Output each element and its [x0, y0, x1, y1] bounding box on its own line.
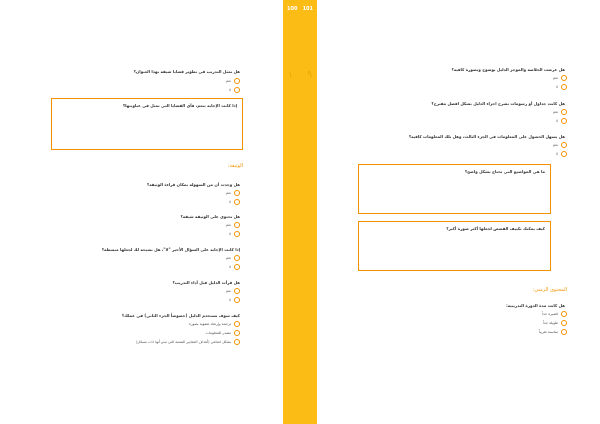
right-q2-no-option[interactable]	[537, 118, 567, 126]
radio-circle[interactable]	[234, 199, 240, 205]
radio-circle[interactable]	[561, 142, 567, 148]
left-q6-option-3[interactable]	[80, 339, 240, 347]
option-label: لا	[228, 265, 231, 269]
radio-circle[interactable]	[234, 297, 240, 303]
left-q2-yes-option[interactable]	[210, 190, 240, 198]
spine-numeral-b: ٩	[307, 70, 312, 80]
option-label: ترجمة وإرشاد شفوية بصورة	[188, 322, 231, 326]
option-label: مصدر للمعلومات	[205, 331, 231, 335]
right-q3-text: هل يسهل الحصول على المعلومات في الجزء الثالث، وهل تلك المعلومات كافية؟	[408, 134, 565, 139]
option-label: نعم	[552, 110, 558, 114]
radio-circle[interactable]	[561, 311, 567, 317]
left-q2-text: هل وجدت أن من السهولة بمكان قراءة الوثيقة؟	[146, 182, 240, 187]
option-label: لا	[555, 85, 558, 89]
right-page-number: 101	[302, 6, 313, 12]
option-label: مناسبة تقريباً	[538, 330, 558, 334]
radio-circle[interactable]	[234, 78, 240, 84]
left-q5-yes-option[interactable]	[210, 288, 240, 296]
option-label: طويلة جداً	[542, 321, 558, 325]
left-section-title: الوثيقة:	[227, 163, 243, 169]
left-q4-text: إذا كانت الإجابة على السؤال الأخير "لا"، هل نصيحة لك لجعلها مبسطة؟	[101, 247, 240, 252]
right-section-title: المحتوى الزمني:	[532, 287, 567, 293]
option-label: بشكل اتجاهي (أهداف المعايير الصعبة التي تبدو أنها ذات مسائل)	[135, 340, 231, 344]
option-label: نعم	[225, 223, 231, 227]
option-label: لا	[228, 298, 231, 302]
radio-circle[interactable]	[561, 151, 567, 157]
radio-circle[interactable]	[561, 118, 567, 124]
spine-numeral-a: ١	[288, 70, 293, 80]
right-q3-yes-option[interactable]	[537, 142, 567, 150]
option-label: لا	[228, 232, 231, 236]
left-q2-no-option[interactable]	[210, 199, 240, 207]
radio-circle[interactable]	[561, 75, 567, 81]
radio-circle[interactable]	[234, 339, 240, 345]
left-q4-yes-option[interactable]	[210, 255, 240, 263]
option-label: نعم	[552, 143, 558, 147]
left-q5-no-option[interactable]	[210, 297, 240, 305]
radio-circle[interactable]	[234, 87, 240, 93]
book-spine	[283, 0, 317, 424]
left-q6-option-1[interactable]	[80, 321, 240, 329]
left-page	[0, 0, 283, 424]
radio-circle[interactable]	[234, 321, 240, 327]
left-q6-option-2[interactable]	[80, 330, 240, 338]
option-label: قصيرة جداً	[541, 312, 558, 316]
right-q1-text: هل عرضت الخلاصة والموجز الدليل بوضوح وبصورة كافية؟	[451, 67, 565, 72]
option-label: نعم	[225, 79, 231, 83]
left-answer-box-1[interactable]	[51, 98, 243, 150]
radio-circle[interactable]	[234, 231, 240, 237]
radio-circle[interactable]	[234, 255, 240, 261]
right-q2-text: هل كانت جداول أو رسومات تشرح اجزاء الدليل بشكل افضل مقترح؟	[431, 101, 565, 106]
option-label: نعم	[552, 76, 558, 80]
left-q1-no-option[interactable]	[210, 87, 240, 95]
left-q3-yes-option[interactable]	[210, 222, 240, 230]
right-q4-option-3[interactable]	[517, 329, 567, 337]
right-q4-option-2[interactable]	[517, 320, 567, 328]
radio-circle[interactable]	[234, 222, 240, 228]
left-q1-yes-option[interactable]	[210, 78, 240, 86]
right-answer-box-1[interactable]	[358, 164, 551, 214]
option-label: لا	[555, 119, 558, 123]
left-q3-no-option[interactable]	[210, 231, 240, 239]
radio-circle[interactable]	[234, 190, 240, 196]
box-question: كيف يمكنك تكييف القصص لجعلها أكثر صورة أكبر؟	[446, 226, 545, 231]
radio-circle[interactable]	[561, 329, 567, 335]
left-q6-text: كيف سوف تستخدم الدليل (خصوصاً الجزء الثاني) في عملك؟	[121, 313, 240, 318]
option-label: لا	[228, 88, 231, 92]
radio-circle[interactable]	[234, 330, 240, 336]
right-q2-yes-option[interactable]	[537, 109, 567, 117]
right-q4-option-1[interactable]	[517, 311, 567, 319]
radio-circle[interactable]	[234, 288, 240, 294]
option-label: لا	[228, 200, 231, 204]
left-page-number: 100	[287, 6, 298, 12]
right-q3-no-option[interactable]	[537, 151, 567, 159]
radio-circle[interactable]	[561, 84, 567, 90]
right-q1-no-option[interactable]	[537, 84, 567, 92]
radio-circle[interactable]	[561, 320, 567, 326]
option-label: لا	[555, 152, 558, 156]
right-q4-text: هل كانت مدة الدورة التدريبية:	[506, 303, 565, 308]
left-q3-text: هل تحتوي على الوثيقة شيقة؟	[180, 214, 240, 219]
right-answer-box-2[interactable]	[358, 221, 551, 271]
box-question: إذا كانت الإجابة بنعم، فأي القضايا التي تمثل في عناوينها؟	[122, 103, 237, 108]
right-page	[317, 0, 600, 424]
radio-circle[interactable]	[234, 264, 240, 270]
left-q4-no-option[interactable]	[210, 264, 240, 272]
right-q1-yes-option[interactable]	[537, 75, 567, 83]
option-label: نعم	[225, 191, 231, 195]
left-q5-text: هل قرأت الدليل قبل أداء التدريب؟	[172, 280, 240, 285]
left-q1-text: هل تمثل التدريب في تطوير قضايا شيقة بهذا العنوان؟	[133, 69, 240, 74]
option-label: نعم	[225, 289, 231, 293]
option-label: نعم	[225, 256, 231, 260]
radio-circle[interactable]	[561, 109, 567, 115]
box-question: ما هي المواضيع التي تحتاج بشكل واضح؟	[464, 169, 545, 174]
